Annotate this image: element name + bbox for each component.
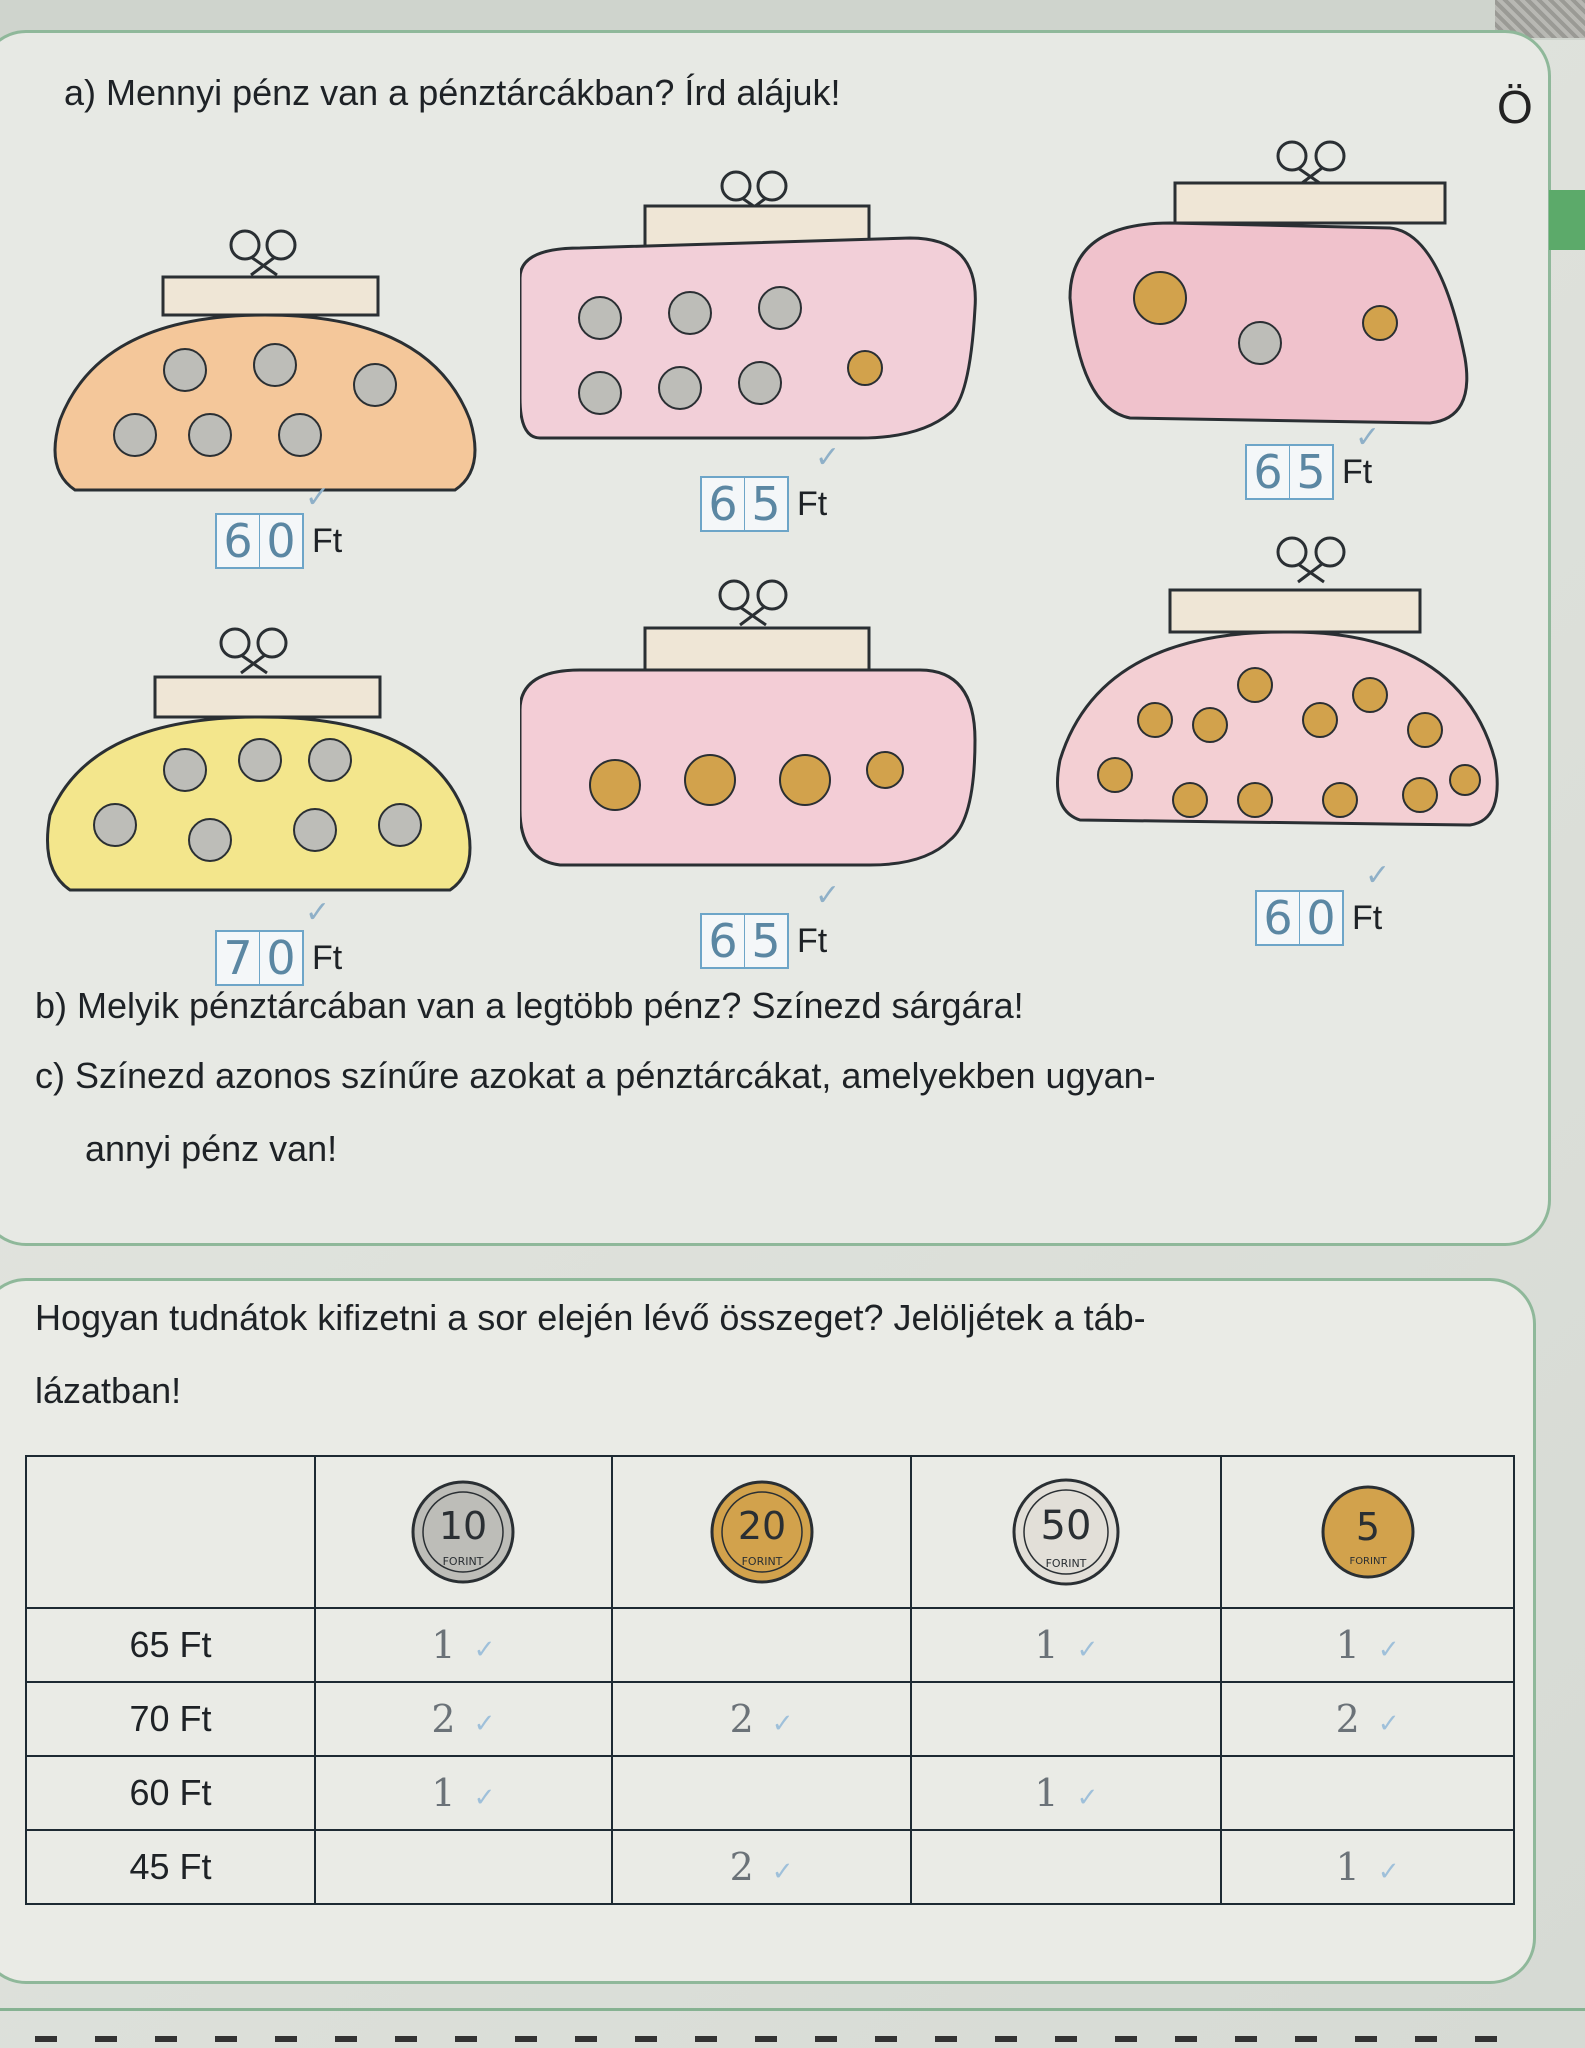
table-row [26,1682,1514,1756]
answer-cell[interactable] [911,1682,1221,1756]
answer-cell[interactable] [911,1830,1221,1904]
task-c-instruction: c) Színezd azonos színűre azokat a pénztárcákat, amelyekben ugyan- [35,1055,1156,1096]
amount-cell: 60 Ft [26,1756,315,1830]
answer-cell[interactable]: 1 ✓ [1221,1830,1514,1904]
coin-50-header [911,1456,1221,1608]
task-d-instruction: Hogyan tudnátok kifizetni a sor elején lévő összeget? Jelöljétek a táb- [35,1297,1146,1338]
green-tab [1549,190,1585,250]
answer-boxes[interactable] [215,930,304,986]
coin-value: 5 [1355,1505,1380,1549]
coin-value: 20 [737,1504,786,1548]
check-mark: ✓ [305,896,331,929]
check-mark: ✓ [305,481,331,514]
answer-digit[interactable]: 0 [1299,892,1342,944]
coin-20-icon [707,1477,817,1587]
coin-value: 10 [439,1504,488,1548]
task-d-instruction-cont: lázatban! [35,1370,182,1411]
answer-digit[interactable]: 6 [708,914,738,968]
purse-4 [40,615,480,905]
coin-forint-label: FORINT [741,1555,783,1568]
bottom-divider [0,2008,1585,2011]
bottom-dashes [35,2036,1535,2042]
answer-cell[interactable]: 1 ✓ [911,1756,1221,1830]
answer-cell[interactable]: 1 ✓ [315,1608,612,1682]
answer-boxes[interactable] [1255,890,1344,946]
answer-digit[interactable]: 6 [223,514,253,568]
answer-cell[interactable] [612,1608,912,1682]
amount-cell: 65 Ft [26,1608,315,1682]
coin-10-header [315,1456,612,1608]
answer-cell[interactable]: 1 ✓ [911,1608,1221,1682]
table-row [26,1608,1514,1682]
answer-digit[interactable]: 7 [223,931,253,985]
coin-forint-label: FORINT [442,1555,484,1568]
table-row [26,1830,1514,1904]
corner-letter: Ö [1497,81,1533,133]
answer-digit[interactable]: 5 [744,478,787,530]
answer-boxes[interactable] [700,913,789,969]
answer-cell[interactable]: 1 ✓ [315,1756,612,1830]
answer-digit[interactable]: 6 [1263,891,1293,945]
coin-5-header [1221,1456,1514,1608]
check-mark: ✓ [1355,421,1381,454]
unit-label: Ft [797,484,828,523]
task-a-instruction: a) Mennyi pénz van a pénztárcákban? Írd alájuk! [64,72,841,113]
answer-boxes[interactable] [1245,444,1334,500]
purse-3-answer [1245,444,1372,500]
unit-label: Ft [797,921,828,960]
answer-boxes[interactable] [700,476,789,532]
answer-digit[interactable]: 0 [259,932,302,984]
unit-label: Ft [312,938,343,977]
answer-cell[interactable]: 2 ✓ [612,1682,912,1756]
table-corner-cell [26,1456,315,1608]
coin-5-icon [1318,1482,1418,1582]
check-mark: ✓ [815,441,841,474]
unit-label: Ft [1352,898,1383,937]
amount-cell: 70 Ft [26,1682,315,1756]
purse-1-answer [215,513,342,569]
purse-2 [520,148,980,458]
coin-20-header [612,1456,912,1608]
answer-digit[interactable]: 6 [708,477,738,531]
purse-4-answer [215,930,342,986]
coin-forint-label: FORINT [1045,1557,1087,1570]
answer-cell[interactable] [612,1756,912,1830]
purse-5-answer [700,913,827,969]
answer-digit[interactable]: 6 [1253,445,1283,499]
answer-boxes[interactable] [215,513,304,569]
answer-cell[interactable]: 2 ✓ [612,1830,912,1904]
answer-cell[interactable] [315,1830,612,1904]
coin-value: 50 [1040,1503,1092,1549]
coin-forint-label: FORINT [1349,1556,1387,1567]
answer-digit[interactable]: 0 [259,515,302,567]
check-mark: ✓ [815,879,841,912]
coin-10-icon [408,1477,518,1587]
check-mark: ✓ [1365,859,1391,892]
answer-cell[interactable]: 2 ✓ [1221,1682,1514,1756]
table-header-row [26,1456,1514,1608]
purse-6-answer [1255,890,1382,946]
answer-digit[interactable]: 5 [744,915,787,967]
answer-cell[interactable] [1221,1756,1514,1830]
purse-2-answer [700,476,827,532]
answer-digit[interactable]: 5 [1289,446,1332,498]
answer-cell[interactable]: 1 ✓ [1221,1608,1514,1682]
unit-label: Ft [312,521,343,560]
payment-table [25,1455,1515,1905]
unit-label: Ft [1342,452,1373,491]
purse-1 [45,220,485,510]
amount-cell: 45 Ft [26,1830,315,1904]
coin-50-icon [1001,1477,1131,1587]
table-row [26,1756,1514,1830]
task-c-instruction-cont: annyi pénz van! [85,1128,338,1169]
purse-3 [1060,118,1480,448]
purse-5 [520,570,980,880]
task-b-instruction: b) Melyik pénztárcában van a legtöbb pénz? Színezd sárgára! [35,985,1024,1026]
purse-6 [1050,520,1510,840]
answer-cell[interactable]: 2 ✓ [315,1682,612,1756]
